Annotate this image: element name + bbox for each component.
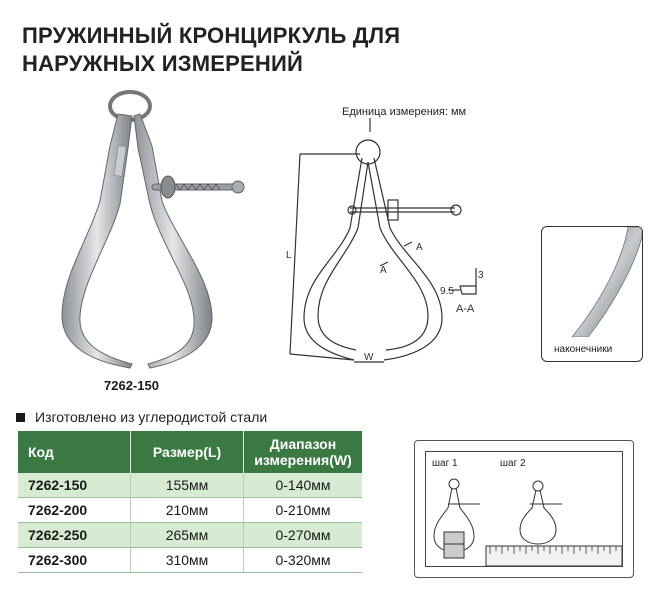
row-code: 7262-150 [18, 473, 131, 498]
usage-steps-drawing [426, 452, 622, 566]
row-size: 210мм [131, 498, 244, 523]
usage-steps-panel [414, 440, 634, 578]
row-code: 7262-250 [18, 523, 131, 548]
row-size: 265мм [131, 523, 244, 548]
title-line-2: НАРУЖНЫХ ИЗМЕРЕНИЙ [22, 51, 303, 76]
dim-L-label: L [286, 250, 292, 261]
section-mark-left: A [380, 265, 387, 276]
row-code: 7262-200 [18, 498, 131, 523]
step-1-label: шаг 1 [432, 458, 458, 469]
page-title [22, 22, 542, 78]
table-row [18, 473, 362, 498]
usage-steps-frame [425, 451, 623, 567]
table-header-row [18, 431, 362, 473]
row-range: 0-270мм [244, 523, 363, 548]
material-text: Изготовлено из углеродистой стали [35, 409, 268, 425]
dim-W-label: W [364, 352, 374, 363]
caliper-photo [40, 86, 260, 376]
dim-3-label: 3 [478, 270, 484, 281]
dim-95-label: 9.5 [440, 286, 454, 297]
row-size: 155мм [131, 473, 244, 498]
column-header-code: Код [18, 431, 131, 473]
bullet-icon [16, 413, 25, 422]
table-row [18, 548, 362, 573]
technical-drawing [280, 118, 500, 368]
adjust-nut [161, 176, 175, 198]
product-model-label: 7262-150 [104, 378, 159, 393]
tips-label: наконечники [554, 344, 613, 355]
spec-table [18, 431, 362, 573]
section-label: A-A [456, 303, 475, 315]
row-size: 310мм [131, 548, 244, 573]
row-range: 0-320мм [244, 548, 363, 573]
section-mark-right: A [416, 242, 423, 253]
row-range: 0-210мм [244, 498, 363, 523]
title-line-1: ПРУЖИННЫЙ КРОНЦИРКУЛЬ ДЛЯ [22, 23, 401, 48]
column-header-size: Размер(L) [131, 431, 244, 473]
step-2-label: шаг 2 [500, 458, 526, 469]
tips-inset [541, 226, 643, 362]
unit-note: Единица измерения: мм [342, 106, 467, 118]
right-leg [134, 114, 212, 368]
row-range: 0-140мм [244, 473, 363, 498]
table-row [18, 498, 362, 523]
column-header-range: Диапазон измерения(W) [244, 431, 363, 473]
table-row [18, 523, 362, 548]
tip-closeup-image [542, 227, 642, 337]
ruler [486, 546, 622, 566]
material-note [16, 409, 267, 425]
row-code: 7262-300 [18, 548, 131, 573]
